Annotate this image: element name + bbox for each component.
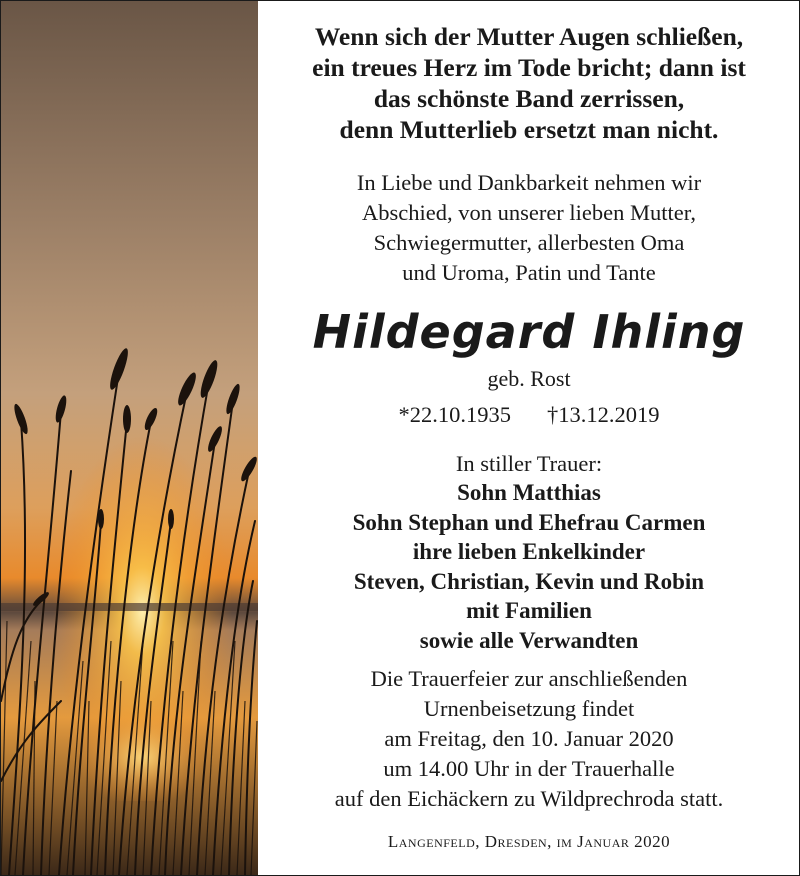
service-line: Urnenbeisetzung findet xyxy=(423,696,635,721)
mourner-line: Sohn Matthias xyxy=(457,480,601,505)
poem-line: ein treues Herz im Tode bricht; dann ist xyxy=(312,53,746,82)
mourning-heading: In stiller Trauer: xyxy=(455,451,603,476)
mourner-line: sowie alle Verwandten xyxy=(419,627,639,653)
service-line: am Freitag, den 10. Januar 2020 xyxy=(384,726,674,751)
poem-line: denn Mutterlieb ersetzt man nicht. xyxy=(339,115,719,144)
deceased-name: Hildegard Ihling xyxy=(312,305,746,359)
mourner-line: ihre lieben Enkelkinder xyxy=(412,539,646,564)
memorial-poem xyxy=(258,21,800,145)
sunset-reeds-illustration xyxy=(1,1,258,875)
life-dates xyxy=(258,400,800,430)
intro-line: Abschied, von unserer lieben Mutter, xyxy=(361,200,696,225)
service-line: auf den Eichäckern zu Wildprechroda statt. xyxy=(334,786,724,811)
place-and-date: Langenfeld, Dresden, im Januar 2020 xyxy=(387,832,671,851)
mourner-line: mit Familien xyxy=(466,598,592,623)
funeral-service-info xyxy=(258,664,800,814)
birth-name: geb. Rost xyxy=(487,366,571,391)
farewell-intro xyxy=(258,168,800,288)
service-line: um 14.00 Uhr in der Trauerhalle xyxy=(383,756,675,781)
birth-date: *22.10.1935 xyxy=(398,402,511,427)
mourners-list xyxy=(258,478,800,655)
poem-line: das schönste Band zerrissen, xyxy=(373,84,685,113)
obituary-text-column xyxy=(258,0,800,876)
intro-line: Schwiegermutter, allerbesten Oma xyxy=(373,230,685,255)
death-date: †13.12.2019 xyxy=(547,402,660,427)
mourner-line: Sohn Stephan und Ehefrau Carmen xyxy=(352,509,706,535)
intro-line: und Uroma, Patin und Tante xyxy=(402,260,656,285)
service-line: Die Trauerfeier zur anschließenden xyxy=(370,666,688,691)
mourner-line: Steven, Christian, Kevin und Robin xyxy=(353,568,705,594)
sunset-reeds-photo xyxy=(1,1,258,875)
intro-line: In Liebe und Dankbarkeit nehmen wir xyxy=(356,170,702,195)
poem-line: Wenn sich der Mutter Augen schließen, xyxy=(314,22,744,51)
